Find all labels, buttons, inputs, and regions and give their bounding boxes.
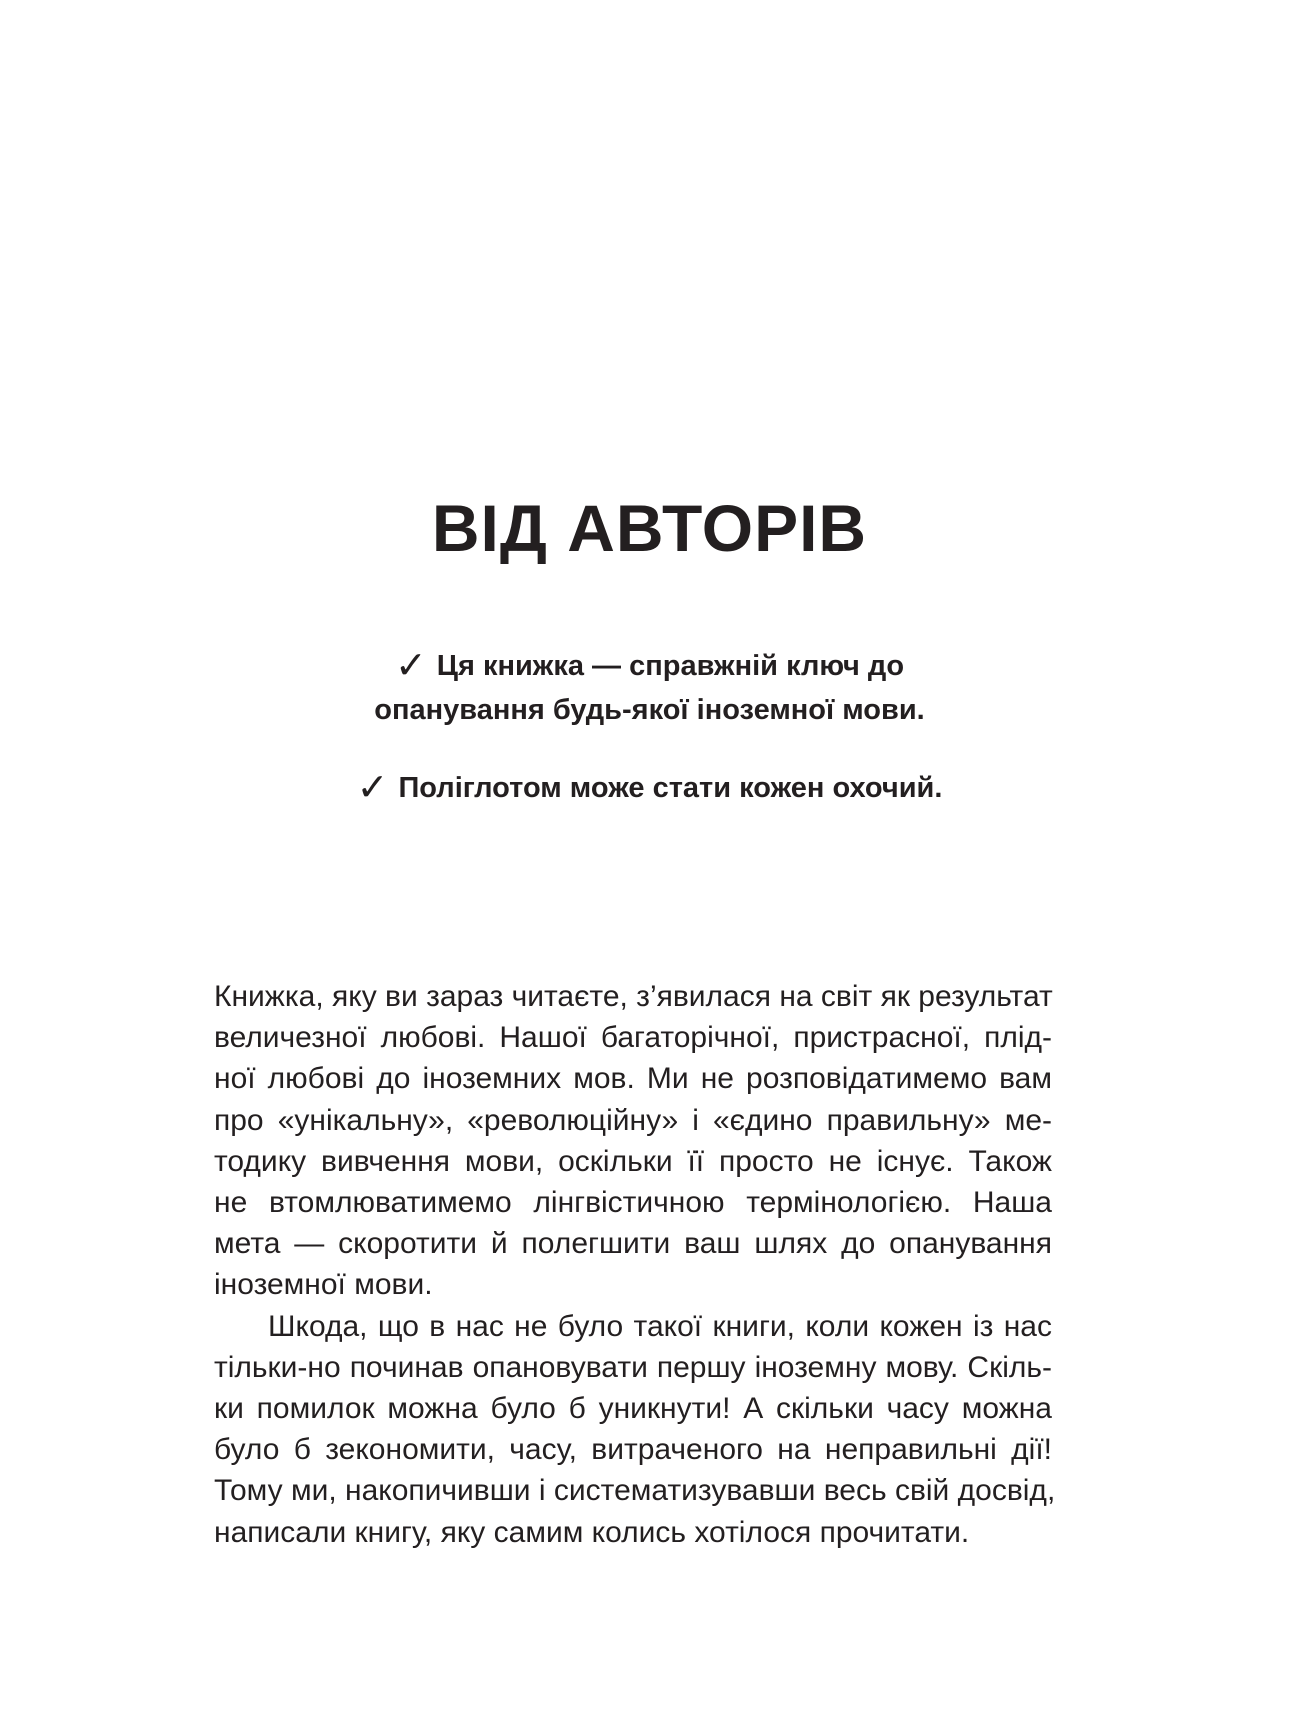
highlight-item: [0, 766, 1299, 810]
text-line: величезної любові. Нашої багаторічної, пристрасної, плід-: [214, 1021, 1052, 1055]
highlight-line: [0, 644, 1299, 688]
text-line: тільки-но починав опановувати першу іноземну мову. Скіль-: [214, 1350, 1052, 1384]
body-text: [214, 976, 1056, 1553]
text-line: ки помилок можна було б уникнути! А скільки часу можна: [214, 1392, 1052, 1426]
text-line: ної любові до іноземних мов. Ми не розповідатимемо вам: [214, 1062, 1052, 1096]
text-line: іноземної мови.: [214, 1268, 433, 1302]
check-icon: ✓: [394, 645, 427, 687]
paragraph: [214, 976, 1052, 1306]
text-line: було б зекономити, часу, витраченого на неправильні дії!: [214, 1433, 1052, 1467]
text-line: мета — скоротити й полегшити ваш шлях до опанування: [214, 1227, 1052, 1261]
highlight-line: [0, 766, 1299, 810]
highlights-list: [0, 644, 1299, 844]
highlight-line: опанування будь-якої іноземної мови.: [374, 694, 925, 726]
text-line: Книжка, яку ви зараз читаєте, з’явилася на світ як результат: [214, 980, 1053, 1013]
text-line: про «унікальну», «революційну» і «єдино правильну» ме-: [214, 1103, 1052, 1137]
highlight-text: Поліглотом може стати кожен охочий.: [398, 772, 943, 804]
check-icon: ✓: [356, 767, 389, 809]
highlight-text: Ця книжка — справжній ключ до: [436, 650, 905, 682]
paragraph: [214, 1306, 1056, 1553]
page-title: ВІД АВТОРІВ: [431, 491, 868, 565]
text-line: Шкода, що в нас не було такої книги, коли кожен із нас: [268, 1309, 1052, 1343]
highlight-item: [0, 644, 1299, 732]
text-line: написали книгу, яку самим колись хотілося прочитати.: [214, 1515, 970, 1549]
text-line: Тому ми, накопичивши і систематизувавши весь свій досвід,: [214, 1474, 1056, 1508]
text-line: тодику вивчення мови, оскільки її просто не існує. Також: [214, 1144, 1052, 1178]
text-line: не втомлюватимемо лінгвістичною термінологією. Наша: [214, 1186, 1052, 1220]
